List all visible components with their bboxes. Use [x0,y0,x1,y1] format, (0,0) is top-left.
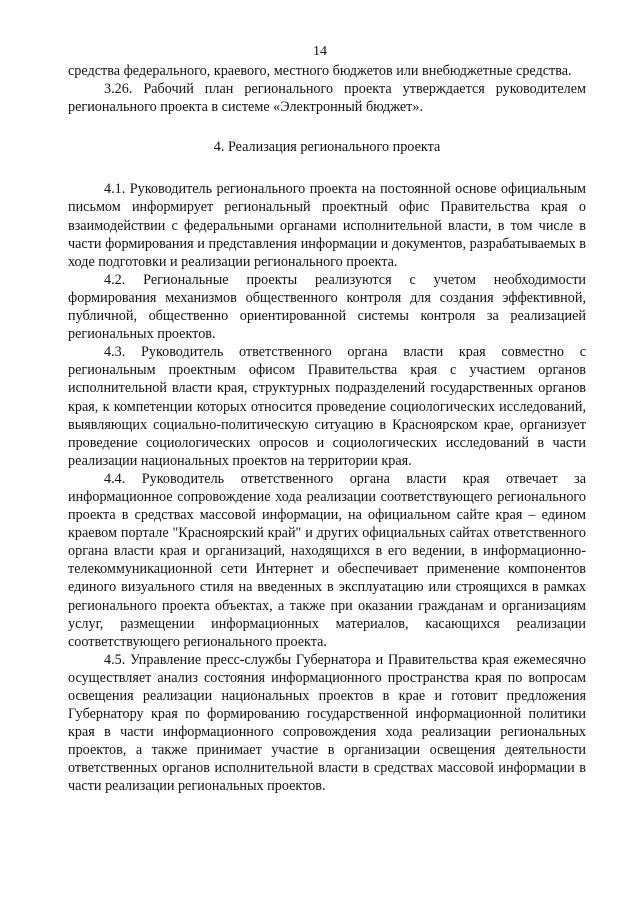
paragraph-3-26: 3.26. Рабочий план регионального проекта утверждается руководителем регионального проекта в системе «Электронный бюджет». [68,81,586,116]
paragraph-4-4: 4.4. Руководитель ответственного органа власти края отвечает за информационное сопровождение хода реализации соответствующего регионального проекта в средствах массовой информации, на официальном сайте края – едином краевом портале "Красноярский край" и других официальных сайтах ответственного органа власти края и организаций, находящихся в его ведении, в информационно-телекоммуникационной сети Интернет и обеспечивает применение компонентов единого визуального стиля на введенных в эксплуатацию или строящихся в рамках регионального проекта объектах, а также при оказании гражданам и организациям услуг, размещении информационных материалов, касающихся реализации соответствующего регионального проекта. [68,470,586,650]
section-heading: 4. Реализация регионального проекта [213,139,441,156]
paragraph-continuation: средства федерального, краевого, местного бюджетов или внебюджетные средства. [68,63,572,79]
document-body [68,62,586,796]
paragraph-4-3: 4.3. Руководитель ответственного органа власти края совместно с региональным проектным офисом Правительства края с участием органов исполнительной власти края, структурных подразделений государственных органов края, к компетенции которых относится проведение социологических исследований, выявляющих социально-политическую ситуацию в Красноярском крае, организует проведение социологических опросов и социологических исследований в части реализации национальных проектов на территории края. [68,344,586,469]
paragraph-4-5: 4.5. Управление пресс-службы Губернатора и Правительства края ежемесячно осуществляет анализ состояния информационного пространства края по вопросам освещения реализации национальных проектов в крае и готовит предложения Губернатору края по формированию государственной информационной политики края в части информационного сопровождения хода реализации региональных проектов, а также принимает участие в организации освещения деятельности ответственных органов исполнительной власти в средствах массовой информации в части реализации региональных проектов. [68,651,586,795]
paragraph-4-1: 4.1. Руководитель регионального проекта на постоянной основе официальным письмом информирует региональный проектный офис Правительства края о взаимодействии с федеральными органами исполнительной власти, в том числе в части формирования и представления информации и документов, разрабатываемых в ходе подготовки и реализации регионального проекта. [68,181,586,270]
paragraph-4-2: 4.2. Региональные проекты реализуются с учетом необходимости формирования механизмов общественного контроля для создания эффективной, публичной, общественно ориентированной системы контроля за реализацией региональных проектов. [68,271,586,343]
page-number: 14 [313,44,327,59]
